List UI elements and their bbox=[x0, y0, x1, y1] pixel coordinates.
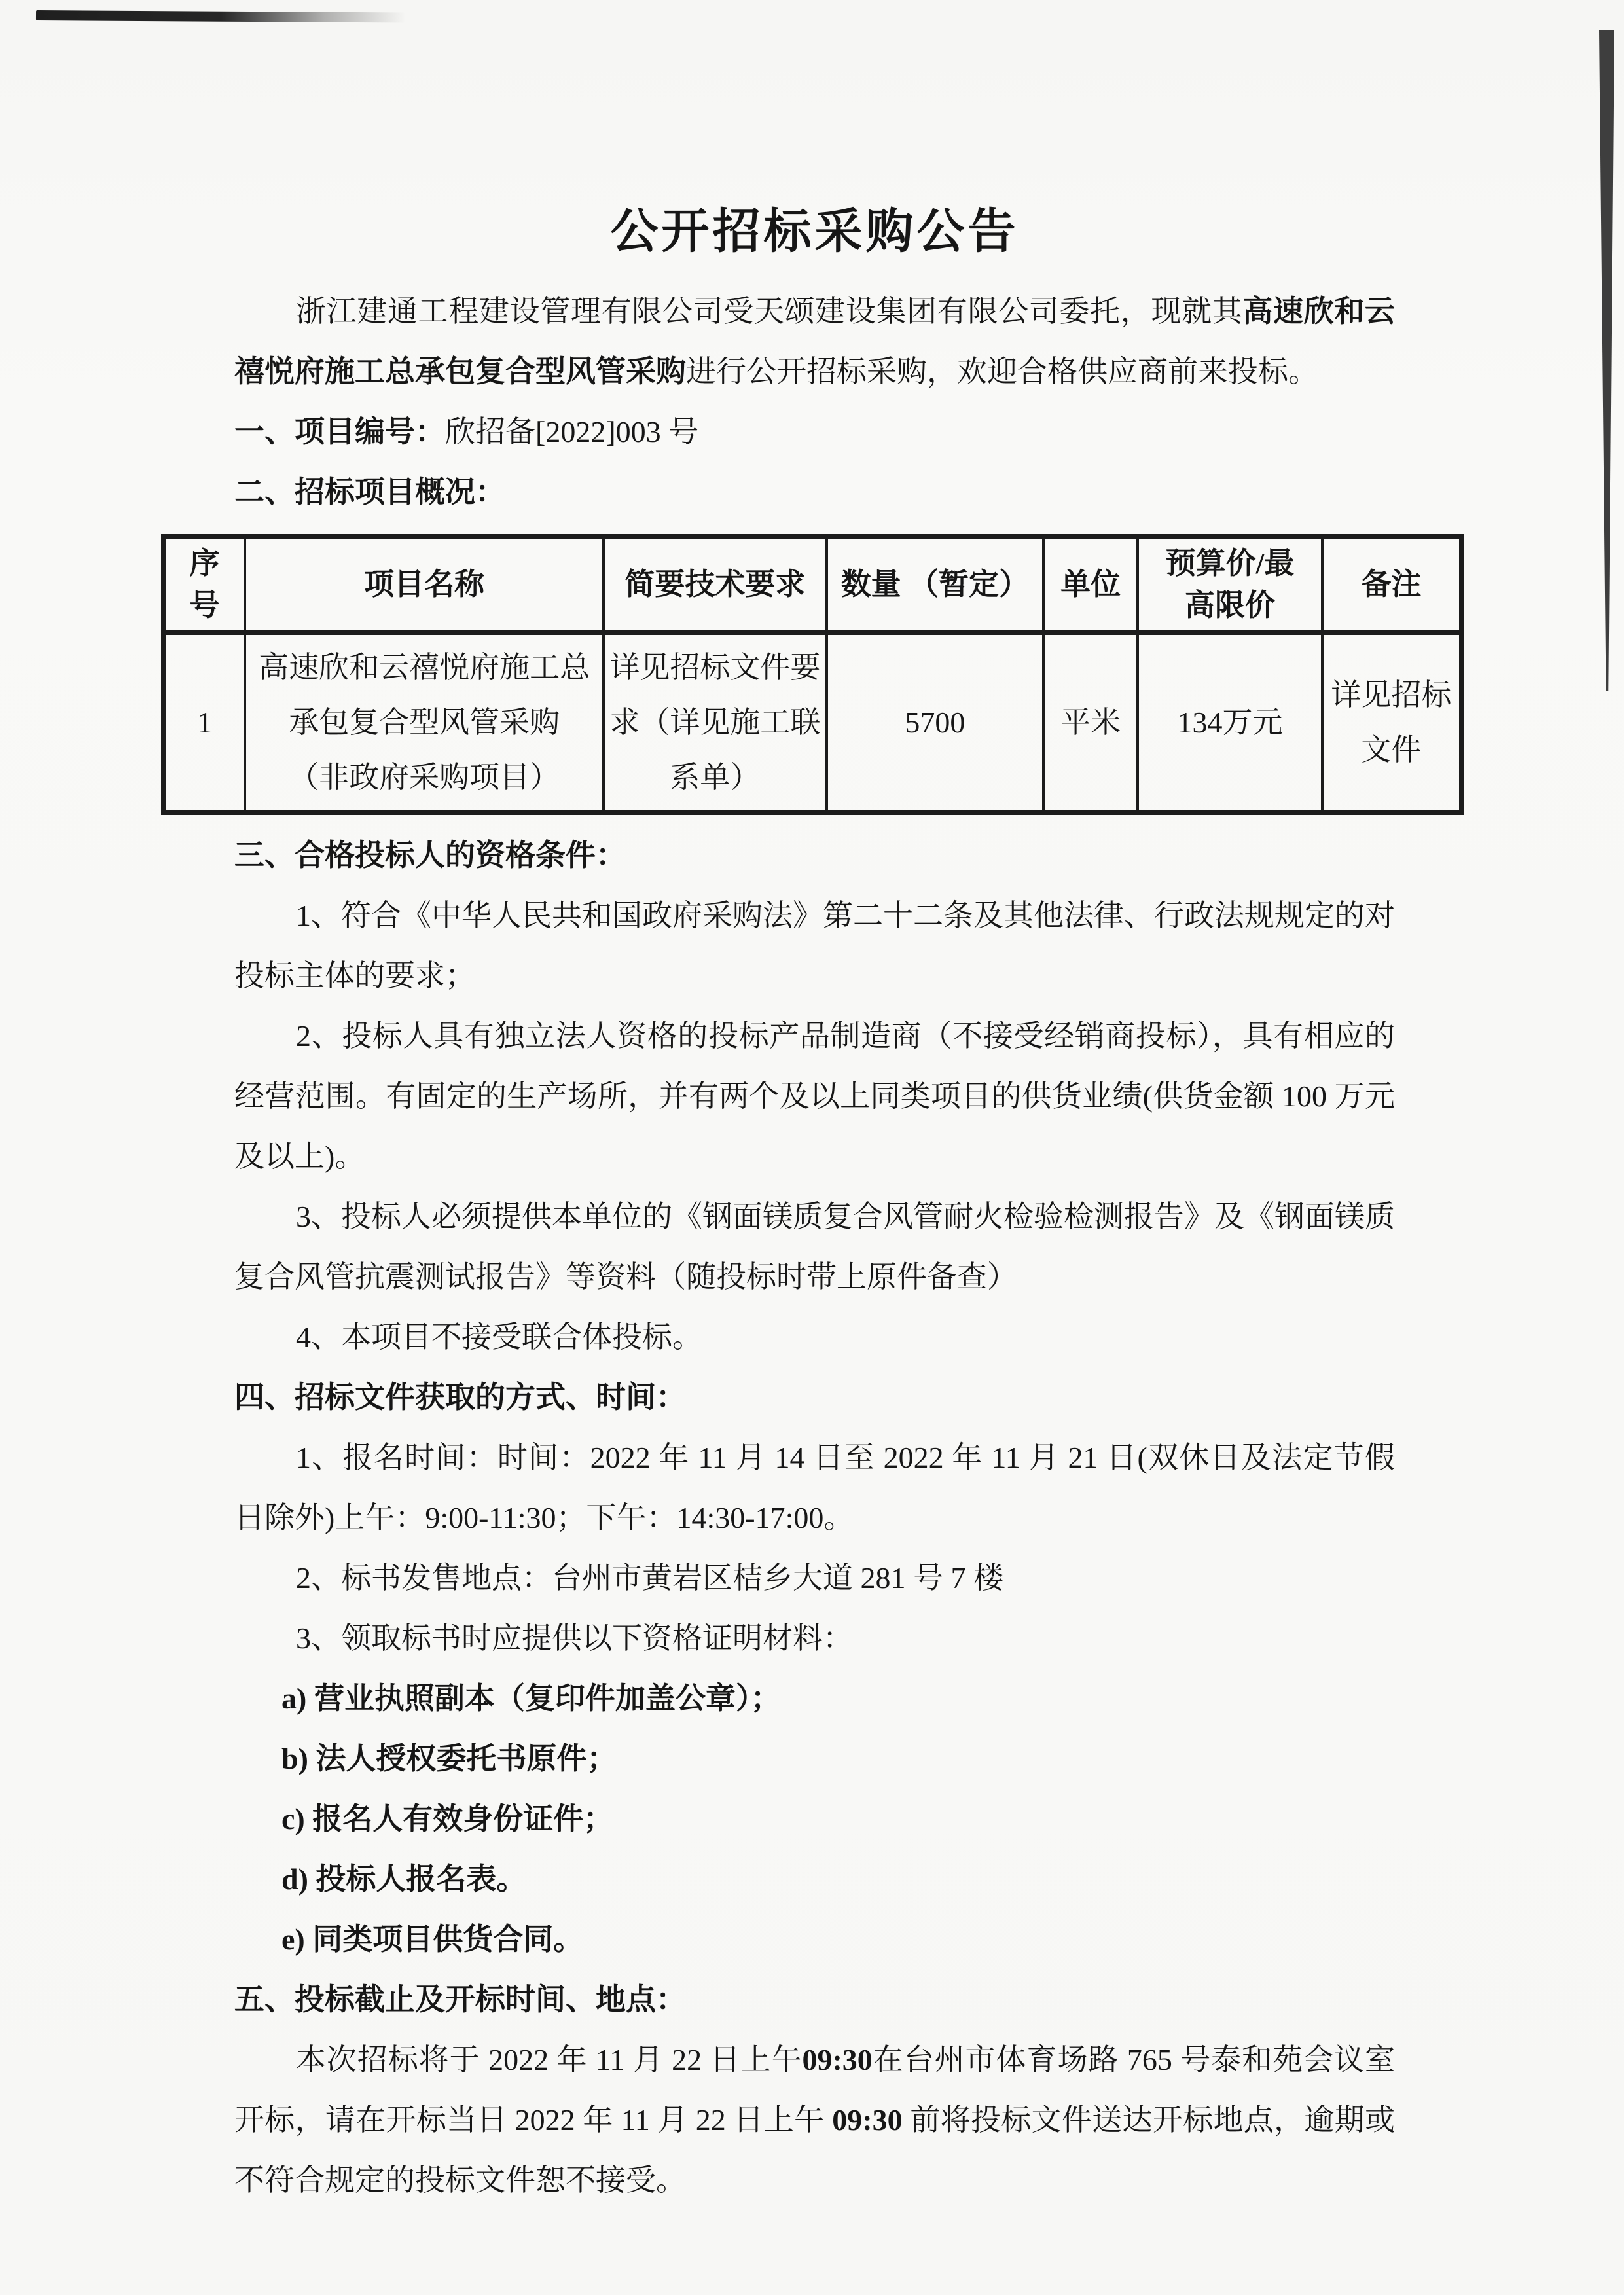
header-seq: 序号 bbox=[164, 537, 245, 633]
section-4-heading: 四、招标文件获取的方式、时间： bbox=[234, 1381, 686, 1414]
section-4-item-2: 2、标书发售地点：台州市黄岩区桔乡大道 281 号 7 楼 bbox=[296, 1561, 1003, 1595]
final-text-1: 本次招标将于 2022 年 11 月 22 日上午 bbox=[296, 2043, 803, 2076]
header-remark: 备注 bbox=[1322, 537, 1462, 633]
cell-seq: 1 bbox=[164, 633, 245, 813]
section-5-paragraph bbox=[234, 2030, 1395, 2211]
cell-remark: 详见招标文件 bbox=[1322, 633, 1462, 813]
page-title: 公开招标采购公告 bbox=[610, 205, 1019, 258]
scan-artifact-right-band bbox=[1599, 30, 1614, 691]
header-budget: 预算价/最高限价 bbox=[1138, 537, 1322, 633]
opening-time-2: 09:30 bbox=[832, 2103, 903, 2137]
intro-text-suffix: 进行公开招标采购，欢迎合格供应商前来投标。 bbox=[686, 355, 1318, 388]
final-text-3: 前将投标文件送达开标地点，逾期或不符合规定的投标文件恕不接受。 bbox=[234, 2103, 1395, 2197]
final-text-2: 在台州市体育场路 765 号泰和苑会议室开标，请在开标当日 2022 年 11 月 22 日上午 bbox=[234, 2043, 1396, 2137]
table-header-row bbox=[164, 537, 1462, 633]
cell-budget: 134万元 bbox=[1138, 633, 1322, 813]
section-3-item-2: 2、投标人具有独立法人资格的投标产品制造商（不接受经销商投标），具有相应的经营范围。有固定的生产场所，并有两个及以上同类项目的供货业绩(供货金额 100 万元及以上)。 bbox=[234, 1019, 1395, 1173]
section-4-item-3: 3、领取标书时应提供以下资格证明材料： bbox=[296, 1621, 853, 1655]
section-1-label: 一、项目编号： bbox=[234, 415, 445, 448]
credential-item-d: d) 投标人报名表。 bbox=[281, 1862, 527, 1896]
header-name: 项目名称 bbox=[245, 537, 604, 633]
credential-item-b: b) 法人授权委托书原件； bbox=[281, 1742, 617, 1775]
credential-item-a: a) 营业执照副本（复印件加盖公章）； bbox=[281, 1682, 781, 1715]
section-3-item-4: 4、本项目不接受联合体投标。 bbox=[296, 1320, 702, 1354]
cell-name-title: 高速欣和云禧悦府施工总承包复合型风管采购 bbox=[259, 651, 590, 739]
section-1-line bbox=[234, 402, 1395, 462]
header-unit: 单位 bbox=[1043, 537, 1138, 633]
section-5-heading: 五、投标截止及开标时间、地点： bbox=[234, 1983, 686, 2016]
section-3-heading: 三、合格投标人的资格条件： bbox=[234, 839, 626, 872]
intro-project-name: 高速欣和云禧悦府施工总承包复合型风管采购 bbox=[234, 295, 1396, 388]
section-2-heading: 二、招标项目概况： bbox=[234, 475, 505, 509]
cell-name bbox=[245, 633, 604, 813]
intro-paragraph bbox=[234, 281, 1395, 402]
project-number-value: 欣招备[2022]003 号 bbox=[445, 415, 699, 448]
section-4-item-1: 1、报名时间：时间：2022 年 11 月 14 日至 2022 年 11 月 21 日(双休日及法定节假日除外)上午：9:00-11:30；下午：14:30-17:00。 bbox=[234, 1441, 1395, 1534]
cell-tech: 详见招标文件要求（详见施工联系单） bbox=[604, 633, 826, 813]
cell-name-note: （非政府采购项目） bbox=[289, 761, 560, 794]
intro-text-prefix: 浙江建通工程建设管理有限公司受天颂建设集团有限公司委托，现就其 bbox=[296, 295, 1243, 328]
opening-time-1: 09:30 bbox=[802, 2043, 873, 2076]
header-qty: 数量 （暂定） bbox=[827, 537, 1044, 633]
credential-item-c: c) 报名人有效身份证件； bbox=[281, 1802, 614, 1835]
header-tech: 简要技术要求 bbox=[604, 537, 826, 633]
project-overview-table bbox=[161, 534, 1464, 815]
credential-item-e: e) 同类项目供货合同。 bbox=[281, 1923, 584, 1956]
scan-artifact-top-line bbox=[36, 10, 406, 22]
section-3-item-3: 3、投标人必须提供本单位的《钢面镁质复合风管耐火检验检测报告》及《钢面镁质复合风管抗震测试报告》等资料（随投标时带上原件备查） bbox=[234, 1200, 1395, 1293]
cell-unit: 平米 bbox=[1043, 633, 1138, 813]
section-3-item-1: 1、符合《中华人民共和国政府采购法》第二十二条及其他法律、行政法规规定的对投标主体的要求； bbox=[234, 899, 1395, 992]
table-row bbox=[164, 633, 1462, 813]
cell-qty: 5700 bbox=[827, 633, 1044, 813]
